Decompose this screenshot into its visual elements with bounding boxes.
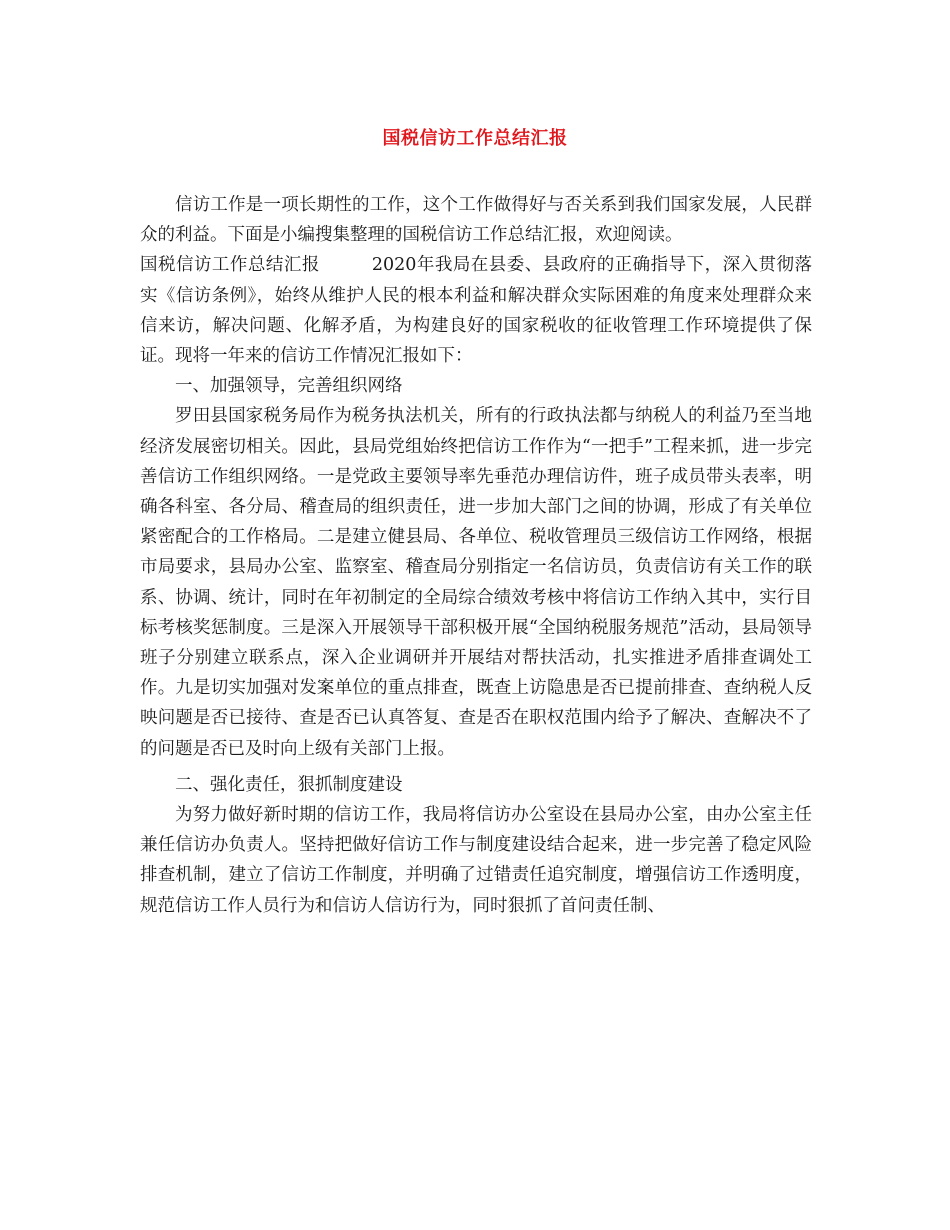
section-heading-2: 二、强化责任，狠抓制度建设 xyxy=(175,774,403,795)
report-opening-paragraph xyxy=(140,250,812,371)
inline-report-title: 国税信访工作总结汇报 xyxy=(140,255,320,276)
document-body xyxy=(140,190,812,921)
intro-paragraph: 信访工作是一项长期性的工作，这个工作做得好与否关系到我们国家发展，人民群众的利益。下面是小编搜集整理的国税信访工作总结汇报，欢迎阅读。 xyxy=(140,195,812,246)
section-1-paragraph: 罗田县国家税务局作为税务执法机关，所有的行政执法都与纳税人的利益乃至当地经济发展密切相关。因此，县局党组始终把信访工作作为“一把手”工程来抓，进一步完善信访工作组织网络。一是党政主要领导率先垂范办理信访件，班子成员带头表率，明确各科室、各分局、稽查局的组织责任，进一步加大部门之间的协调，形成了有关单位紧密配合的工作格局。二是建立健县局、各单位、税收管理员三级信访工作网络，根据市局要求，县局办公室、监察室、稽查局分别指定一名信访员，负责信访有关工作的联系、协调、统计，同时在年初制定的全局综合绩效考核中将信访工作纳入其中，实行目标考核奖惩制度。三是深入开展领导干部积极开展“全国纳税服务规范”活动，县局领导班子分别建立联系点，深入企业调研并开展结对帮扶活动，扎实推进矛盾排查调处工作。九是切实加强对发案单位的重点排查，既查上访隐患是否已提前排查、查纳税人反映问题是否已接待、查是否已认真答复、查是否在职权范围内给予了解决、查解决不了的问题是否已及时向上级有关部门上报。 xyxy=(140,406,812,759)
section-2-paragraph: 为努力做好新时期的信访工作，我局将信访办公室设在县局办公室，由办公室主任兼任信访办负责人。坚持把做好信访工作与制度建设结合起来，进一步完善了稳定风险排查机制，建立了信访工作制度，并明确了过错责任追究制度，增强信访工作透明度，规范信访工作人员行为和信访人信访行为，同时狠抓了首问责任制、 xyxy=(140,805,812,916)
report-opening-text: 2020年我局在县委、县政府的正确指导下，深入贯彻落实《信访条例》，始终从维护人民的根本利益和解决群众实际困难的角度来处理群众来信来访，解决问题、化解矛盾，为构建良好的国家税收的征收管理工作环境提供了保证。现将一年来的信访工作情况汇报如下： xyxy=(140,255,813,367)
section-heading-1: 一、加强领导，完善组织网络 xyxy=(175,376,403,397)
document-title: 国税信访工作总结汇报 xyxy=(382,128,568,149)
